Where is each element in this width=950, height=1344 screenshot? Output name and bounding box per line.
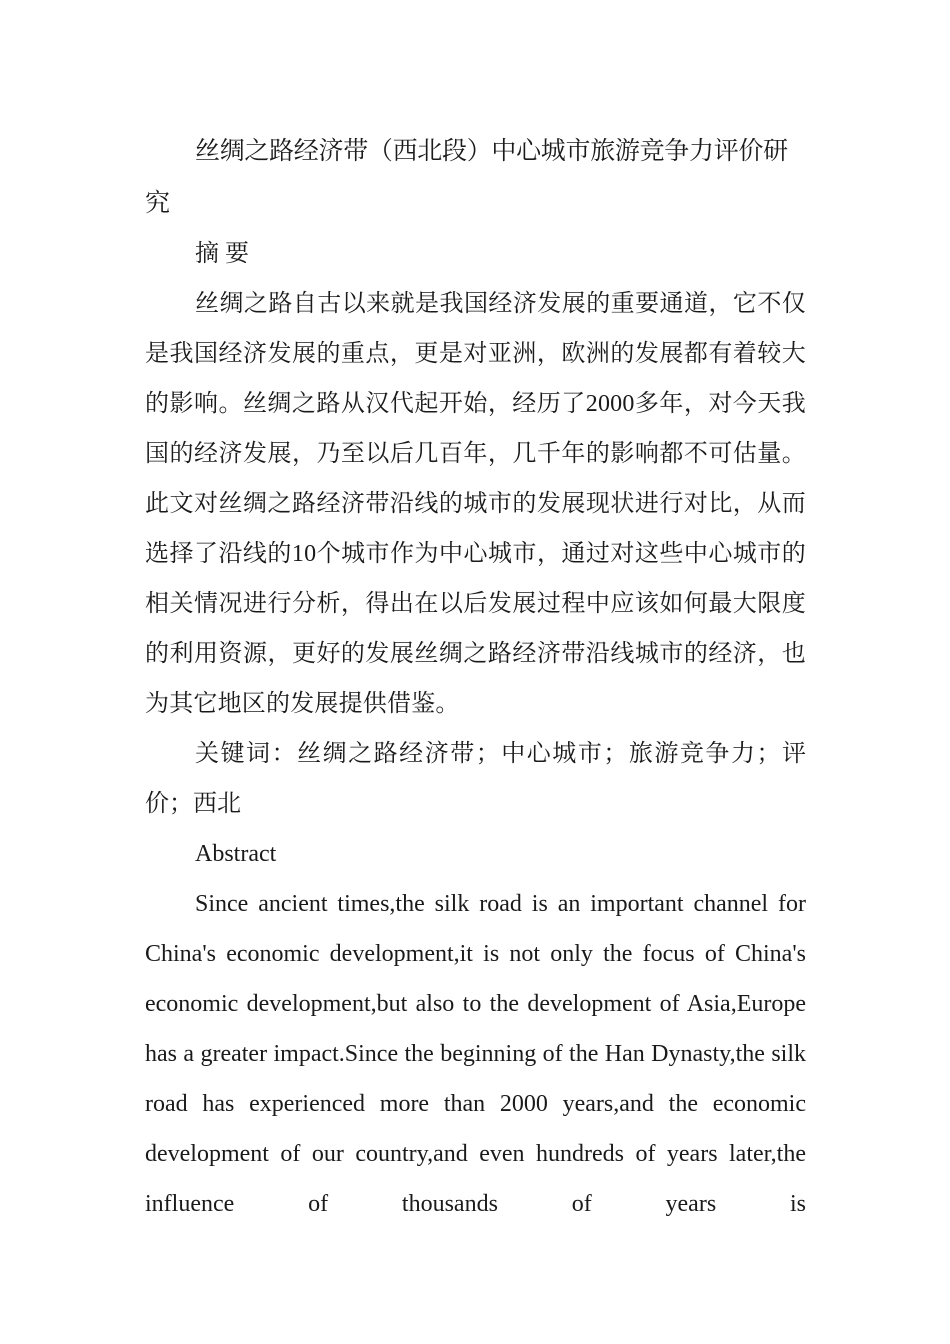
abstract-cn-heading: 摘 要 xyxy=(195,241,249,267)
document-page xyxy=(145,125,806,1229)
abstract-cn-body: 丝绸之路自古以来就是我国经济发展的重要通道，它不仅是我国经济发展的重点，更是对亚洲，欧洲的发展都有着较大的影响。丝绸之路从汉代起开始，经历了2000多年，对今天我国的经济发展，乃至以后几百年，几千年的影响都不可估量。此文对丝绸之路经济带沿线的城市的发展现状进行对比，从而选择了沿线的10个城市作为中心城市，通过对这些中心城市的相关情况进行分析，得出在以后发展过程中应该如何最大限度的利用资源，更好的发展丝绸之路经济带沿线城市的经济，也为其它地区的发展提供借鉴。 xyxy=(145,291,806,717)
abstract-en-body: Since ancient times,the silk road is an important channel for China's economic development,it is not only the focus of China's economic development,but also to the development of Asia,Europe has a greater impact.Since the beginning of the Han Dynasty,the silk road has experienced more than 2000 years,and the economic development of our country,and even hundreds of years later,the influence of thousands of years is xyxy=(145,891,806,1217)
keywords-cn: 关键词：丝绸之路经济带；中心城市；旅游竞争力；评价；西北 xyxy=(145,741,806,817)
document-title: 丝绸之路经济带（西北段）中心城市旅游竞争力评价研究 xyxy=(145,136,788,217)
abstract-en-heading: Abstract xyxy=(195,841,277,867)
